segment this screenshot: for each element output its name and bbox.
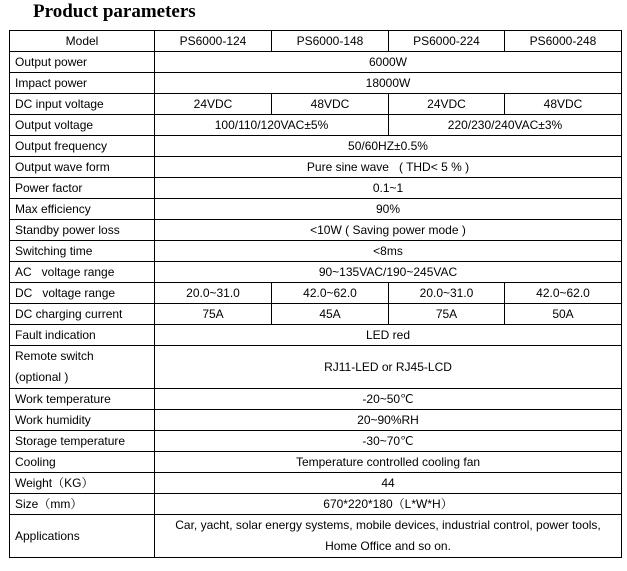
table-row	[10, 431, 622, 452]
row-value: 75A	[389, 304, 505, 325]
table-row	[10, 73, 622, 94]
row-value-line: Home Office and so on.	[325, 539, 451, 553]
row-value: 20~90%RH	[155, 410, 622, 431]
row-value: 24VDC	[389, 94, 505, 115]
table-row	[10, 410, 622, 431]
row-label: Fault indication	[10, 325, 155, 346]
table-row	[10, 283, 622, 304]
row-value: 6000W	[155, 52, 622, 73]
table-row	[10, 452, 622, 473]
table-row	[10, 94, 622, 115]
row-value: -20~50℃	[155, 389, 622, 410]
row-value: 50A	[505, 304, 622, 325]
row-label: Work temperature	[10, 389, 155, 410]
row-label: Power factor	[10, 178, 155, 199]
row-value-line: Car, yacht, solar energy systems, mobile devices, industrial control, power tools,	[175, 518, 601, 532]
row-value: Temperature controlled cooling fan	[155, 452, 622, 473]
row-label: Output voltage	[10, 115, 155, 136]
row-value: 90~135VAC/190~245VAC	[155, 262, 622, 283]
row-label: Cooling	[10, 452, 155, 473]
table-row	[10, 389, 622, 410]
row-label: AC voltage range	[10, 262, 155, 283]
header-model-2: PS6000-148	[272, 31, 389, 52]
row-value: 670*220*180（L*W*H）	[155, 494, 622, 515]
row-label: Impact power	[10, 73, 155, 94]
row-label: Output power	[10, 52, 155, 73]
table-row	[10, 325, 622, 346]
row-value: 90%	[155, 199, 622, 220]
row-label-line: Remote switch	[15, 349, 94, 363]
table-row	[10, 473, 622, 494]
table-row	[10, 136, 622, 157]
row-label: Weight（KG）	[10, 473, 155, 494]
row-value: <8ms	[155, 241, 622, 262]
table-row	[10, 262, 622, 283]
row-label: Work humidity	[10, 410, 155, 431]
row-value: RJ11-LED or RJ45-LCD	[155, 346, 622, 389]
table-row	[10, 515, 622, 558]
table-header-row	[10, 31, 622, 52]
row-value: -30~70℃	[155, 431, 622, 452]
row-label: Standby power loss	[10, 220, 155, 241]
row-value: 100/110/120VAC±5%	[155, 115, 389, 136]
table-row	[10, 52, 622, 73]
row-value: 20.0~31.0	[389, 283, 505, 304]
row-value: 220/230/240VAC±3%	[389, 115, 622, 136]
row-label: Output wave form	[10, 157, 155, 178]
row-label: Applications	[10, 515, 155, 558]
table-row	[10, 157, 622, 178]
row-label: Output frequency	[10, 136, 155, 157]
row-value: 42.0~62.0	[505, 283, 622, 304]
row-label	[10, 346, 155, 389]
row-value	[155, 515, 622, 558]
row-label: Switching time	[10, 241, 155, 262]
row-value: 44	[155, 473, 622, 494]
row-value: 24VDC	[155, 94, 272, 115]
parameters-table	[9, 30, 622, 558]
row-value: 18000W	[155, 73, 622, 94]
row-value: 0.1~1	[155, 178, 622, 199]
row-value: 75A	[155, 304, 272, 325]
row-value: 20.0~31.0	[155, 283, 272, 304]
row-value: 42.0~62.0	[272, 283, 389, 304]
row-value: 50/60HZ±0.5%	[155, 136, 622, 157]
row-label: DC input voltage	[10, 94, 155, 115]
row-value: <10W ( Saving power mode )	[155, 220, 622, 241]
table-row	[10, 220, 622, 241]
table-row	[10, 178, 622, 199]
header-model-3: PS6000-224	[389, 31, 505, 52]
table-row	[10, 304, 622, 325]
table-row	[10, 241, 622, 262]
page-title: Product parameters	[33, 1, 196, 22]
row-label: Max efficiency	[10, 199, 155, 220]
row-label: DC charging current	[10, 304, 155, 325]
row-value: 48VDC	[505, 94, 622, 115]
header-model-4: PS6000-248	[505, 31, 622, 52]
table-row	[10, 115, 622, 136]
row-label: DC voltage range	[10, 283, 155, 304]
row-value: Pure sine wave ( THD< 5 % )	[155, 157, 622, 178]
table-row	[10, 199, 622, 220]
header-model-label: Model	[10, 31, 155, 52]
row-value: 45A	[272, 304, 389, 325]
table-row	[10, 346, 622, 389]
row-label: Storage temperature	[10, 431, 155, 452]
row-label: Size（mm）	[10, 494, 155, 515]
header-model-1: PS6000-124	[155, 31, 272, 52]
table-row	[10, 494, 622, 515]
row-value: LED red	[155, 325, 622, 346]
row-label-line: (optional )	[15, 370, 69, 384]
row-value: 48VDC	[272, 94, 389, 115]
